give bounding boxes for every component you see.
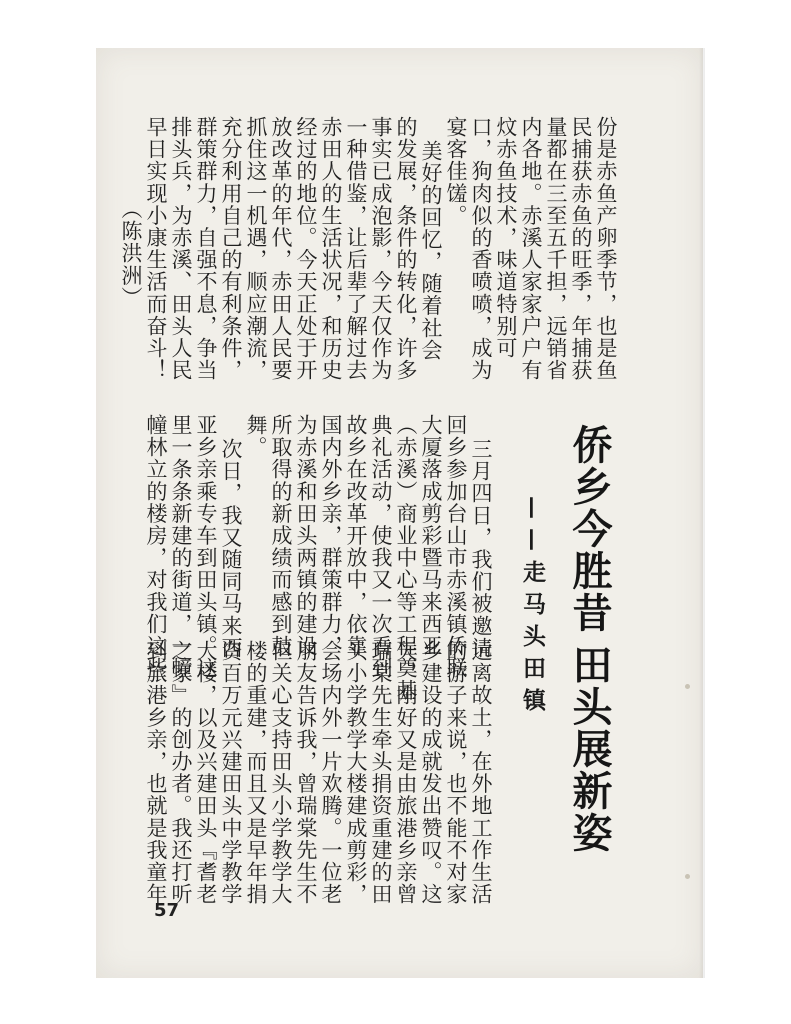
text-column: 大楼，以及兴建田头『耆老 [194,640,218,906]
text-column: 经过的地位。今天正处于开 [294,116,318,382]
text-column: 所取得的新成绩而感到鼓 [269,414,293,658]
text-column: 里一条条新建的街道，一幢 [169,414,193,680]
text-column: 一种借鉴，让后辈了解过去 [344,116,368,382]
text-column: 会场内外一片欢腾。一位老 [319,640,343,906]
text-column: 抓住这一机遇，顺应潮流， [244,116,268,382]
text-column: 故乡在改革开放中，依靠 [344,414,368,658]
text-column: 三月四日，我们被邀请 [469,438,493,659]
text-column: 但关心支持田头小学教学大 [269,640,293,906]
text-column: 早日实现小康生活而奋斗！ [144,116,168,382]
text-column: 到旅港乡亲，也就是我童年 [144,640,168,906]
text-column: 份是赤鱼产卵季节，也是鱼 [594,116,618,382]
text-column: 头小学教学大楼建成剪彩， [344,640,368,906]
text-column: 典礼活动，使我又一次看到 [369,414,393,680]
text-column: 赤田人的生活状况，和历史 [319,116,343,382]
text-column: 口，狗肉似的香喷喷，成为 [469,116,493,382]
binding-hole [685,684,690,689]
text-column: 回乡参加台山市赤溪镇侨联 [444,414,468,680]
page-number: 57 [154,900,180,921]
text-column: 民捕获赤鱼的旺季，年捕获 [569,116,593,382]
text-column: 舞。 [244,414,268,459]
text-column: 幢林立的楼房，对我们这些 [144,414,168,680]
text-column: 亚乡亲乘专车到田头镇。这 [194,414,218,680]
author-credit: （陈洪洲） [119,198,143,309]
text-column: 充分利用自己的有利条件， [219,116,243,382]
text-column: 瑞棠先生牵头捐资重建的田 [369,640,393,906]
article-title: 侨乡今胜昔 [566,424,613,634]
text-column: 群策群力，自强不息，争当 [194,116,218,382]
text-column: 远离故土，在外地工作生活 [469,640,493,906]
text-column: 放改革的年代，赤田人民要 [269,116,293,382]
text-column: 楼的重建，而且又是早年捐 [244,640,268,906]
article-title: 田头展新姿 [566,644,613,854]
text-column: （赤溪）商业中心等工程奠基 [394,414,418,702]
text-column: 大厦落成剪彩暨马来西亚 [419,414,443,658]
scanned-page [96,48,703,978]
article-byline: ——走马头田镇 [519,496,546,720]
text-column: 乡建设的成就发出赞叹。这 [419,640,443,906]
text-column: 朋友告诉我，曾瑞棠先生不 [294,640,318,906]
text-column: 宴客佳馐。 [444,116,468,227]
text-column: 次日，我又随同马来西 [219,438,243,659]
text-column: 天，刚好又是由旅港乡亲曾 [394,640,418,906]
text-column: 事实已成泡影，今天仅作为 [369,116,393,382]
text-column: 美好的回忆，随着社会 [419,140,443,361]
text-column: 之家』的创办者。我还打听 [169,640,193,906]
text-column: 炆赤鱼技术，味道特别可 [494,116,518,360]
binding-hole [685,874,690,879]
text-column: 资百万元兴建田头中学教学 [219,640,243,906]
text-column: 排头兵，为赤溪、田头人民 [169,116,193,382]
text-column: 的游子来说，也不能不对家 [444,640,468,906]
text-column: 国内外乡亲，群策群力， [319,414,343,658]
text-column: 为赤溪和田头两镇的建设 [294,414,318,658]
text-column: 内各地。赤溪人家家户户有 [519,116,543,382]
text-column: 的发展，条件的转化，许多 [394,116,418,382]
text-column: 量都在三至五千担，远销省 [544,116,568,382]
